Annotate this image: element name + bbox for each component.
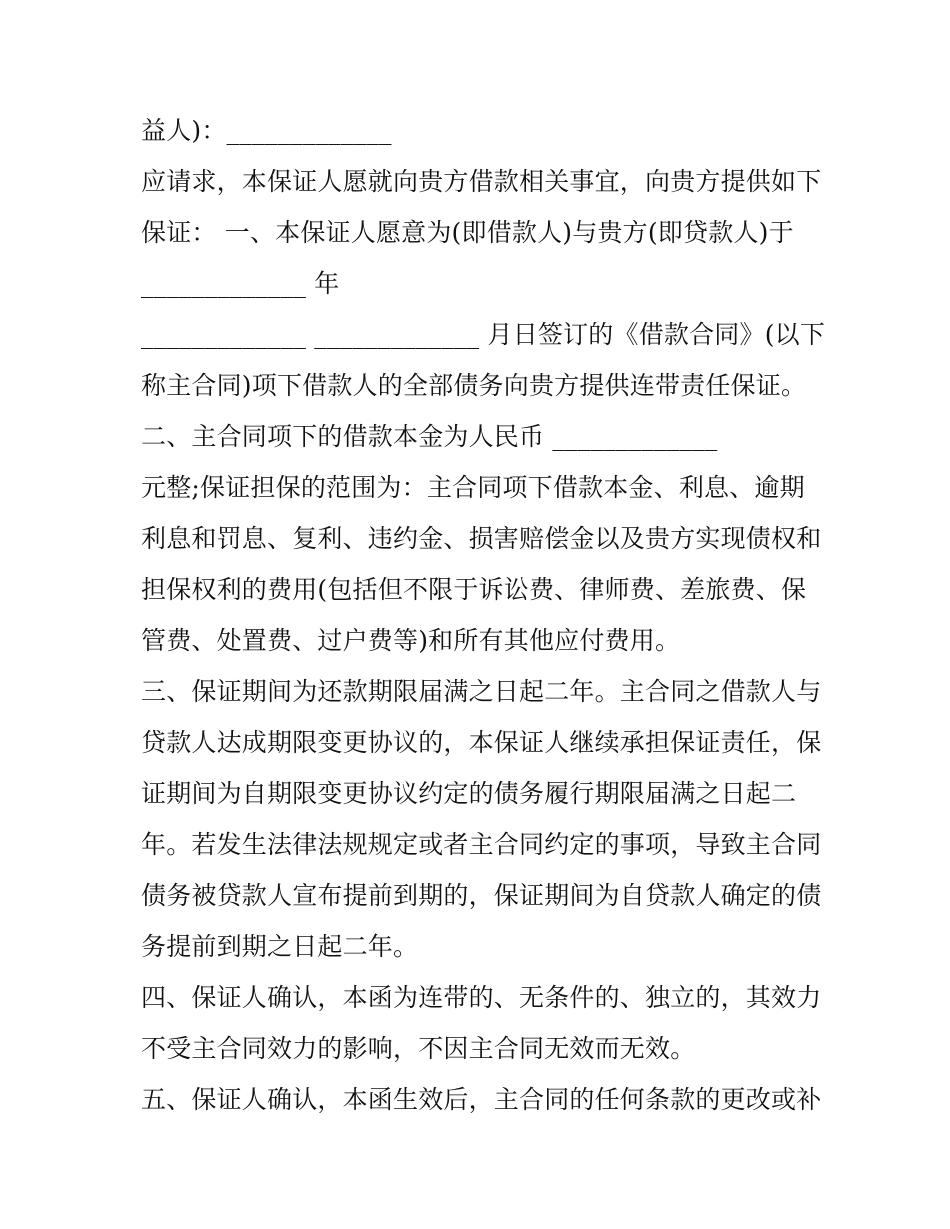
text-line-9: 利息和罚息、复利、违约金、损害赔偿金以及贵方实现债权和 xyxy=(141,524,822,553)
text-line-7: 二、主合同项下的借款本金为人民币 _____________ xyxy=(141,422,718,451)
text-line-6: 称主合同)项下借款人的全部债务向贵方提供连带责任保证。 xyxy=(141,371,807,400)
text-line-12: 三、保证期间为还款期限届满之日起二年。主合同之借款人与 xyxy=(141,677,822,706)
text-line-8: 元整;保证担保的范围为：主合同项下借款本金、利息、逾期 xyxy=(141,473,805,502)
text-line-15: 年。若发生法律法规规定或者主合同约定的事项，导致主合同 xyxy=(141,830,822,859)
text-line-14: 证期间为自期限变更协议约定的债务履行期限届满之日起二 xyxy=(141,779,797,808)
text-line-20: 五、保证人确认，本函生效后，主合同的任何条款的更改或补 xyxy=(141,1085,822,1114)
document-body xyxy=(141,111,826,1131)
text-line-5: _____________ _____________ 月日签订的《借款合同》(以下 xyxy=(141,320,826,349)
text-line-17: 务提前到期之日起二年。 xyxy=(141,932,419,961)
text-line-1: 益人)：_____________ xyxy=(141,116,392,145)
text-line-2: 应请求，本保证人愿就向贵方借款相关事宜，向贵方提供如下 xyxy=(141,167,822,196)
text-line-13: 贷款人达成期限变更协议的，本保证人继续承担保证责任，保 xyxy=(141,728,822,757)
text-line-19: 不受主合同效力的影响，不因主合同无效而无效。 xyxy=(141,1034,696,1063)
text-line-18: 四、保证人确认，本函为连带的、无条件的、独立的，其效力 xyxy=(141,983,822,1012)
text-line-16: 债务被贷款人宣布提前到期的，保证期间为自贷款人确定的债 xyxy=(141,881,822,910)
text-line-3: 保证： 一、本保证人愿意为(即借款人)与贵方(即贷款人)于 xyxy=(141,218,794,247)
text-line-4: _____________ 年 xyxy=(141,269,340,298)
text-line-10: 担保权利的费用(包括但不限于诉讼费、律师费、差旅费、保 xyxy=(141,575,807,604)
text-line-11: 管费、处置费、过户费等)和所有其他应付费用。 xyxy=(141,626,681,655)
